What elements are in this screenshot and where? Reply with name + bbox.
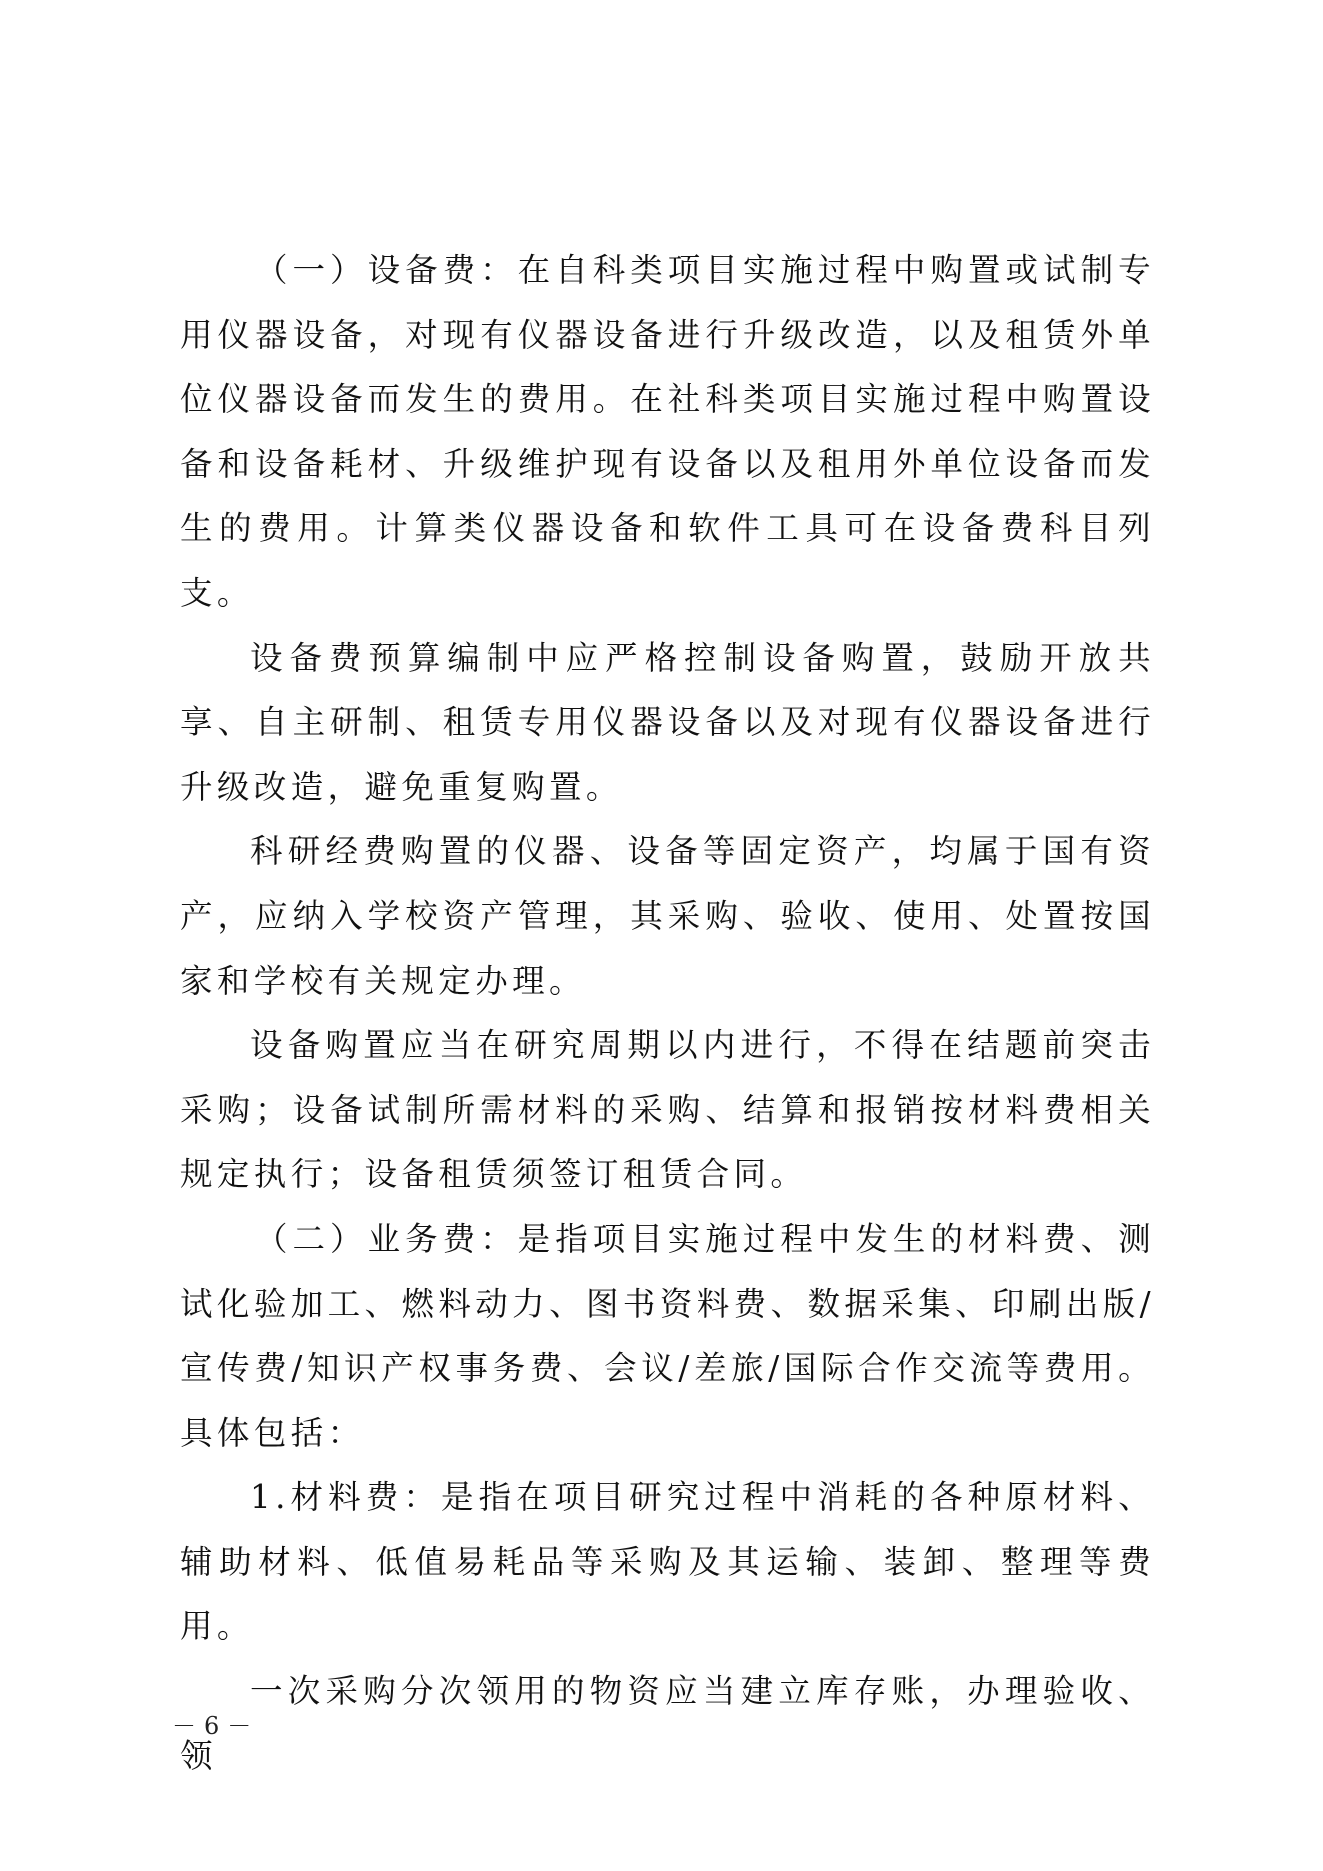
section-business-fee-paragraph: （二）业务费：是指项目实施过程中发生的材料费、测试化验加工、燃料动力、图书资料费、数据采集、印刷出版/宣传费/知识产权事务费、会议/差旅/国际合作交流等费用。具体包括： bbox=[180, 1219, 1155, 1452]
section-equipment-fee-paragraph: （一）设备费：在自科类项目实施过程中购置或试制专用仪器设备，对现有仪器设备进行升级改造，以及租赁外单位仪器设备而发生的费用。在社科类项目实施过程中购置设备和设备耗材、升级维护现有设备以及租用外单位设备而发生的费用。计算类仪器设备和软件工具可在设备费科目列支。 bbox=[180, 251, 1155, 612]
material-fee-paragraph: 1.材料费：是指在项目研究过程中消耗的各种原材料、辅助材料、低值易耗品等采购及其运输、装卸、整理等费用。 bbox=[180, 1478, 1155, 1646]
document-body bbox=[180, 238, 1155, 1788]
inventory-paragraph: 一次采购分次领用的物资应当建立库存账，办理验收、领 bbox=[180, 1672, 1155, 1775]
equipment-purchase-timing-paragraph: 设备购置应当在研究周期以内进行，不得在结题前突击采购；设备试制所需材料的采购、结算和报销按材料费相关规定执行；设备租赁须签订租赁合同。 bbox=[180, 1026, 1155, 1194]
equipment-budget-paragraph: 设备费预算编制中应严格控制设备购置，鼓励开放共享、自主研制、租赁专用仪器设备以及对现有仪器设备进行升级改造，避免重复购置。 bbox=[180, 638, 1155, 806]
page-number: －6－ bbox=[172, 1712, 260, 1740]
state-assets-paragraph: 科研经费购置的仪器、设备等固定资产，均属于国有资产，应纳入学校资产管理，其采购、验收、使用、处置按国家和学校有关规定办理。 bbox=[180, 832, 1155, 1000]
